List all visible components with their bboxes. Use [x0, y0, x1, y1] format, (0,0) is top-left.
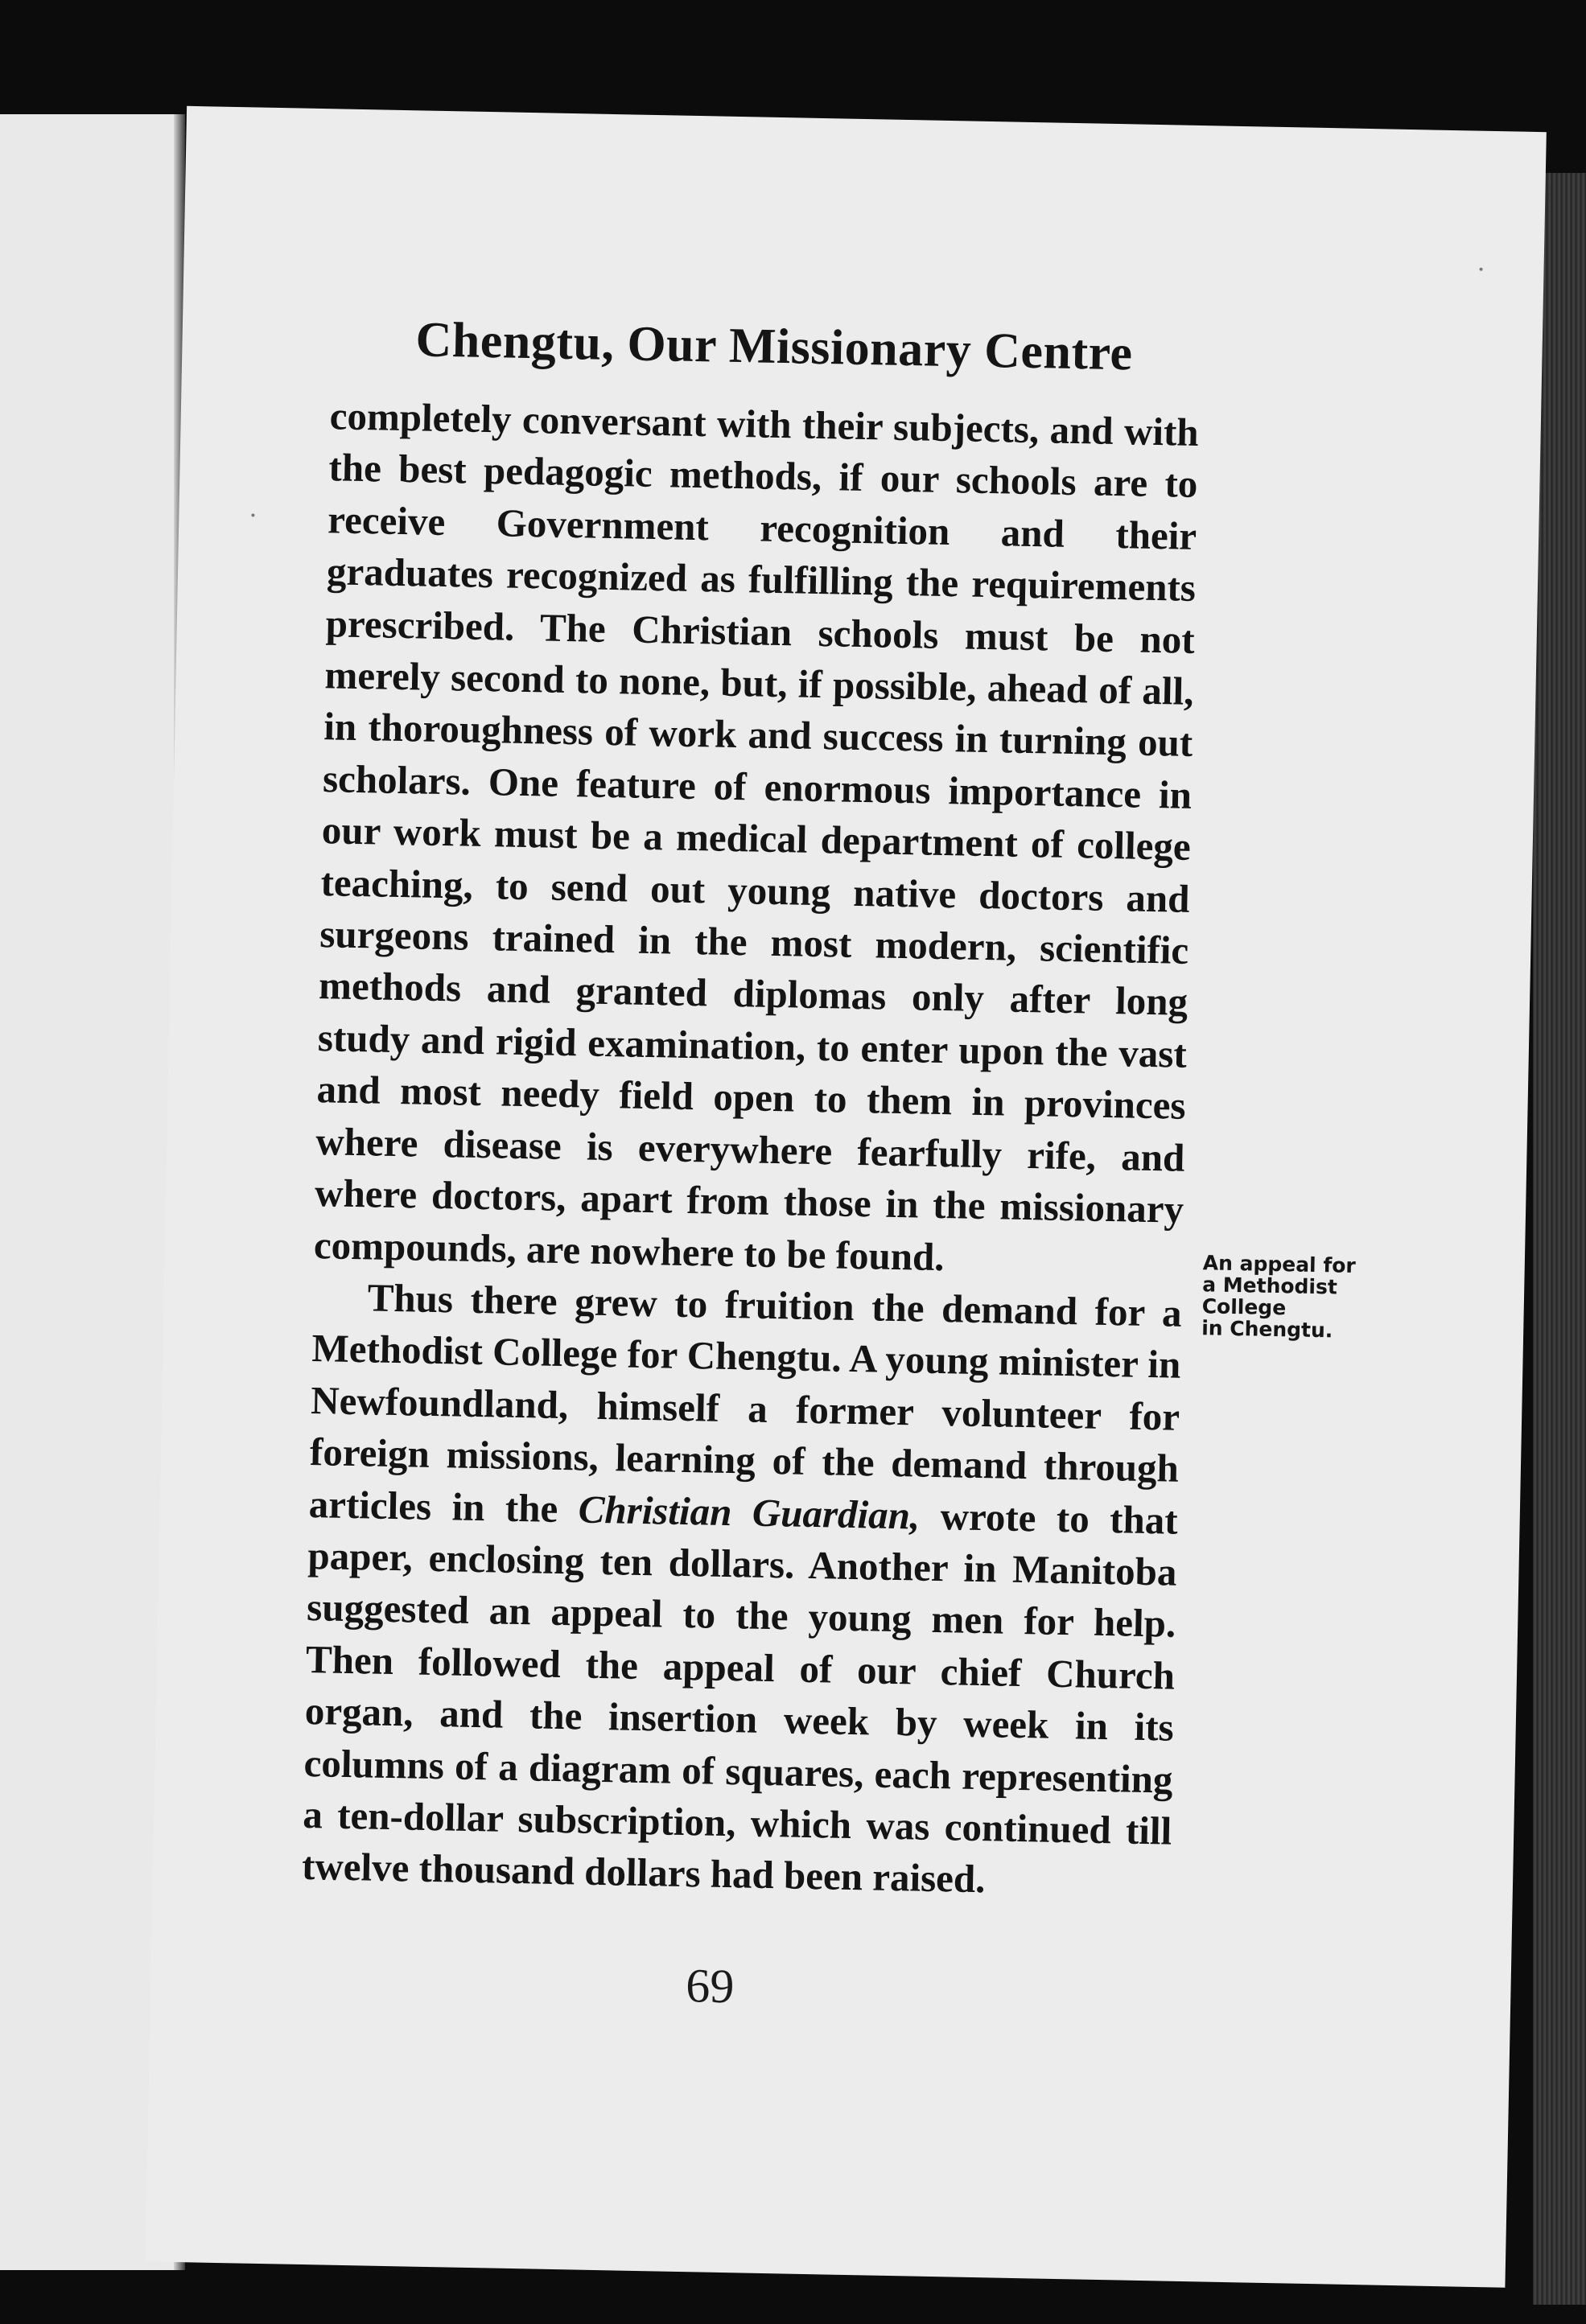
- dust-speck: [251, 513, 254, 516]
- paragraph-2-text-b: wrote to that paper, enclosing ten dollars. Another in Manitoba suggested an appeal to the young men for help. Then followed the appeal of our chief Church organ, and the insertion week by week in its columns of a diagram of squares, each representing a ten-dollar subscription, which was continued till twelve thousand dollars had been raised.: [301, 1493, 1179, 1902]
- book-page: [146, 106, 1547, 2288]
- marginal-note-line: in Chengtu.: [1201, 1316, 1333, 1343]
- paragraph-1: completely conversant with their subjects, and with the best pedagogic methods, if our schools are to receive Government recognition and their graduates recognized as fulfilling the requirements prescribed. The Christian schools must be not merely second to none, but, if possible, ahead of all, in thoroughness of work and success in turning out scholars. One feature of enormous importance in our work must be a medical department of college teaching, to send out young native doctors and surgeons trained in the most modern, scientific methods and granted diplomas only after long study and rigid examination, to enter upon the vast and most needy field open to them in provinces where disease is everywhere fearfully rife, and where doctors, apart from those in the missionary compounds, are nowhere to be found.: [313, 393, 1200, 1279]
- page-number: 69: [685, 1959, 735, 2013]
- dust-speck: [1480, 268, 1483, 271]
- paragraph-2-text-a: Thus there grew to fruition the demand for a Methodist College for Chengtu. A young minister in Newfoundland, himself a former volunteer for foreign missions, learning of the demand through articles in the: [308, 1275, 1183, 1531]
- periodical-title: Christian Guardian,: [578, 1486, 921, 1538]
- running-head: Chengtu, Our Missionary Centre: [414, 312, 1134, 381]
- marginal-note-line: An appeal for: [1202, 1251, 1357, 1277]
- paragraph-2: [302, 1271, 1183, 1909]
- marginal-note-line: a Methodist: [1201, 1273, 1338, 1299]
- marginal-note-line: College: [1201, 1294, 1287, 1320]
- body-text: [302, 390, 1200, 1909]
- book-page-edges: [1533, 173, 1586, 2305]
- marginal-note: [1201, 1252, 1404, 1343]
